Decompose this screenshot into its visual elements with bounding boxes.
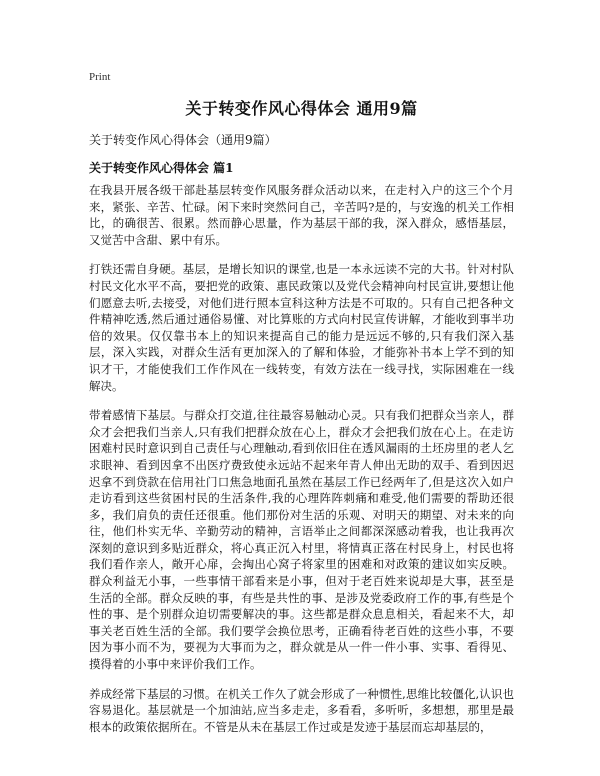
paragraph: 带着感情下基层。与群众打交道,往往最容易触动心灵。只有我们把群众当亲人，群众才会把我们当亲人,只有我们把群众放在心上，群众才会把我们放在心上。在走访困难村民时意识到自己责任与心理触动,看到依旧住在透风漏雨的土坯房里的老人乞求眼神、看到因拿不出医疗费致使永远站不起来年青人伸出无助的双手、看到因迟迟拿不到贷款在信用社门口焦急地面孔虽然在基层工作已经两年了,但是这次入如户走访看到这些贫困村民的生活条件,我的心理阵阵刺痛和难受,他们需要的帮助还很多，我们肩负的责任还很重。他们那份对生活的乐观、对明天的期望、对未来的向往，他们朴实无华、辛勤劳动的精神，言语举止之间都深深感动着我，也让我再次深刻的意识到多贴近群众，将心真正沉入村里，将情真正落在村民身上，村民也将我们看作亲人，敞开心扉，会掏出心窝子将家里的困难和对政策的建议如实反映。群众利益无小事，一些事情干部看来是小事，但对于老百姓来说却是大事，甚至是生活的全部。群众反映的事，有些是共性的事、是涉及党委政府工作的事,有些是个性的事、是个别群众迫切需要解决的事。这些都是群众息息相关，看起来不大，却事关老百姓生活的全部。我们要学会换位思考，正确看待老百姓的这些小事，不要因为事小而不为，要视为大事而为之，群众就是从一件一件小事、实事、看得见、摸得着的小事中来评价我们工作。: [89, 408, 514, 672]
document-subtitle: 关于转变作风心得体会（通用9篇）: [89, 133, 277, 147]
paragraph: 打铁还需自身硬。基层，是增长知识的课堂,也是一本永远读不完的大书。针对村队村民文化水平不高，要把党的政策、惠民政策以及党代会精神向村民宣讲,要想让他们愿意去听,去接受，对他们进行照本宣科这种方法是不可取的。只有自己把各种文件精神吃透,然后通过通俗易懂、对比算账的方式向村民宣传讲解，才能收到事半功倍的效果。仅仅靠书本上的知识来提高自己的能力是远远不够的,只有我们深入基层，深入实践，对群众生活有更加深入的了解和体验，才能弥补书本上学不到的知识才干，才能使我们工作作风在一线转变，有效方法在一线寻找，实际困难在一线解决。: [89, 262, 514, 393]
paragraph: 养成经常下基层的习惯。在机关工作久了就会形成了一种惯性,思维比较僵化,认识也容易退化。基层就是一个加油站,应当多走走，多看看，多听听，多想想，那里是最根本的政策依据所在。不管是从未在基层工作过或是发迹于基层而忘却基层的，: [89, 686, 514, 734]
print-label[interactable]: Print: [89, 71, 111, 83]
article-body: [89, 182, 514, 748]
document-title: 关于转变作风心得体会 通用9篇: [185, 99, 418, 118]
section-heading: 关于转变作风心得体会 篇1: [89, 161, 234, 175]
paragraph: 在我县开展各级干部赴基层转变作风服务群众活动以来，在走村入户的这三个个月来，紧张、辛苦、忙碌。闲下来时突然问自己，辛苦吗?是的，与安逸的机关工作相比，的确很苦、很累。然而静心思量，作为基层干部的我，深入群众，感悟基层，又觉苦中含甜、累中有乐。: [89, 183, 514, 247]
